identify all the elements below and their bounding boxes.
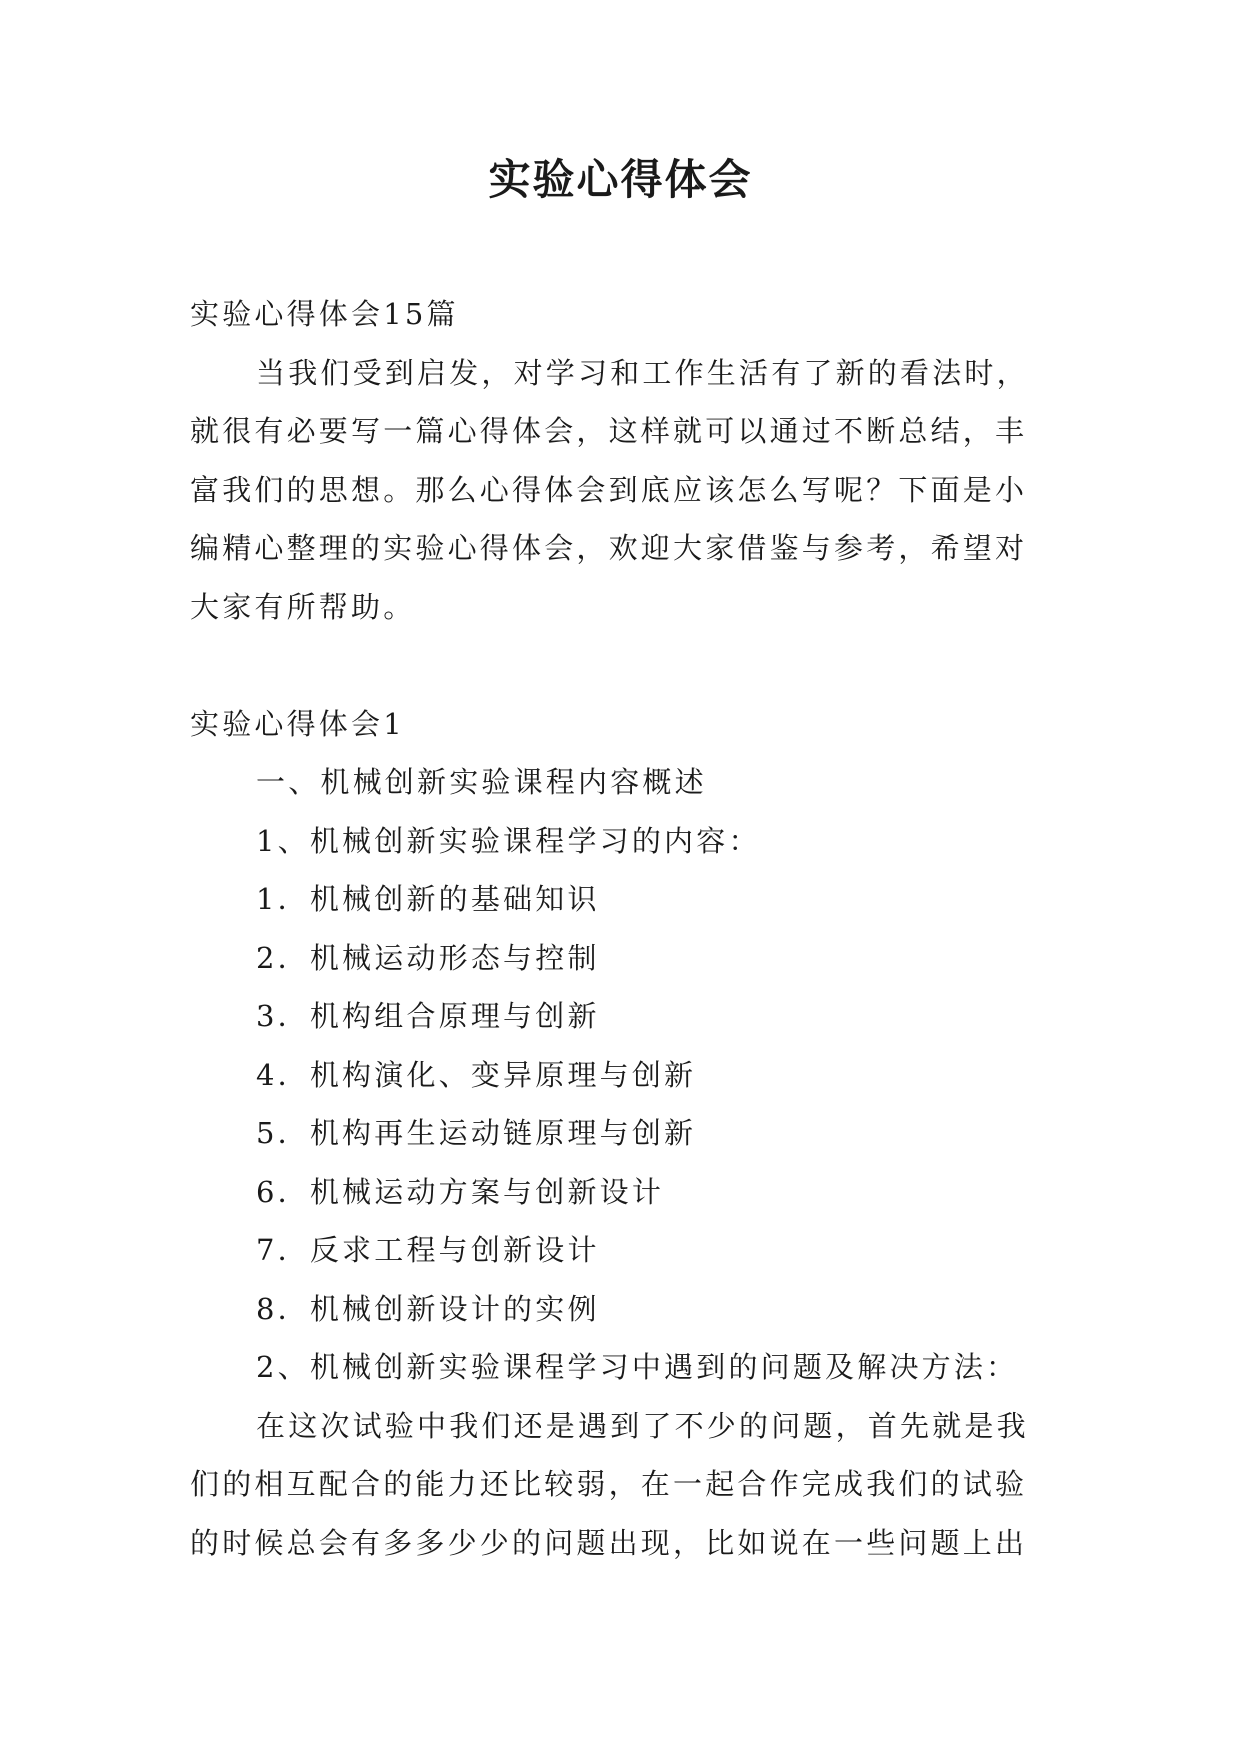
section-heading: 实验心得体会1 xyxy=(190,706,405,741)
list-item: 4．机构演化、变异原理与创新 xyxy=(256,1057,697,1092)
paragraph-spacer xyxy=(190,636,1056,695)
body-paragraph: 在这次试验中我们还是遇到了不少的问题，首先就是我们的相互配合的能力还比较弱，在一起合作完成我们的试验的时候总会有多多少少的问题出现，比如说在一些问题上出 xyxy=(190,1408,1029,1560)
document-title: 实验心得体会 xyxy=(488,155,753,204)
document-body xyxy=(190,285,1056,1572)
subheading-problems: 2、机械创新实验课程学习中遇到的问题及解决方法： xyxy=(256,1350,1019,1384)
list-item: 3．机构组合原理与创新 xyxy=(256,999,600,1033)
list-item: 2．机械运动形态与控制 xyxy=(256,940,600,975)
list-item: 5．机构再生运动链原理与创新 xyxy=(256,1116,697,1150)
list-item: 6．机械运动方案与创新设计 xyxy=(256,1174,665,1209)
list-item: 1．机械创新的基础知识 xyxy=(256,882,600,916)
part-heading: 一、机械创新实验课程内容概述 xyxy=(256,765,707,799)
document-subtitle: 实验心得体会15篇 xyxy=(190,297,459,331)
subheading-course-content: 1、机械创新实验课程学习的内容： xyxy=(256,823,761,858)
list-item: 7．反求工程与创新设计 xyxy=(256,1233,600,1267)
intro-paragraph: 当我们受到启发，对学习和工作生活有了新的看法时，就很有必要写一篇心得体会，这样就可以通过不断总结，丰富我们的思想。那么心得体会到底应该怎么写呢？下面是小编精心整理的实验心得体会，欢迎大家借鉴与参考，希望对大家有所帮助。 xyxy=(190,355,1029,624)
list-item: 8．机械创新设计的实例 xyxy=(256,1291,600,1326)
